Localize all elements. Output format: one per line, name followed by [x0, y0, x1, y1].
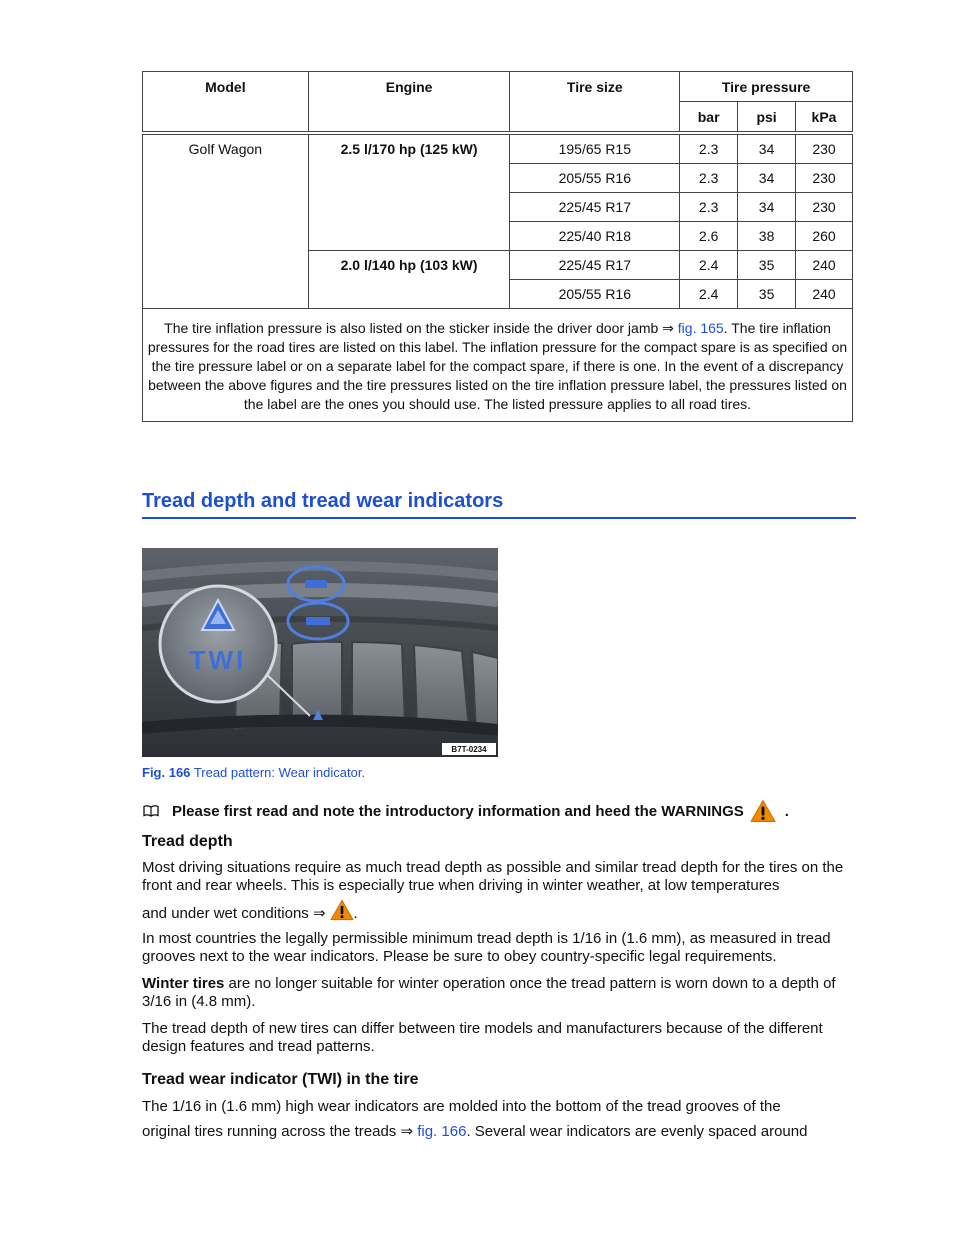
- header-psi: psi: [738, 102, 796, 134]
- warning-icon[interactable]: [750, 799, 776, 823]
- bar-cell: 2.3: [680, 193, 738, 222]
- note-text-continued: . The tire inflation pressures for the road tires are listed on this label. The inflation pressure for the compact spare is as specified on the tire pressure label or on a separate label for the compact spare, if there is one. In the event of a discrepancy between the above figures and the tire pressures listed on the tire inflation pressure label, the pressures listed on the label are the ones you should use. The listed pressure applies to all road tires.: [147, 320, 848, 412]
- tire-size-cell: 205/55 R16: [510, 280, 680, 309]
- bar-cell: 2.3: [680, 133, 738, 164]
- warning-icon[interactable]: [330, 899, 354, 921]
- kpa-cell: 230: [796, 193, 853, 222]
- psi-cell: 34: [738, 133, 796, 164]
- header-tire-pressure: Tire pressure: [680, 72, 853, 102]
- p1b-end: .: [353, 905, 358, 922]
- twi-text-a: original tires running across the treads ⇒: [142, 1123, 414, 1140]
- tread-wear-figure: [142, 548, 498, 757]
- intro-line: [143, 799, 789, 823]
- winter-tires-term: Winter tires: [142, 975, 225, 992]
- kpa-cell: 230: [796, 164, 853, 193]
- tire-pressure-table: [142, 71, 853, 422]
- tire-size-cell: 225/45 R17: [510, 193, 680, 222]
- header-engine: Engine: [308, 72, 510, 134]
- psi-cell: 35: [738, 280, 796, 309]
- kpa-cell: 260: [796, 222, 853, 251]
- intro-text: Please first read and note the introductory information and heed the WARNINGS: [172, 802, 744, 820]
- tread-depth-paragraph-1b: [142, 899, 856, 923]
- engine-cell: 2.0 l/140 hp (103 kW): [308, 251, 510, 309]
- section-heading: Tread depth and tread wear indicators: [142, 490, 856, 519]
- psi-cell: 34: [738, 193, 796, 222]
- tread-depth-heading: Tread depth: [142, 833, 233, 850]
- tread-depth-paragraph-4: The tread depth of new tires can differ between tire models and manufacturers because of the different design features and tread patterns.: [142, 1020, 823, 1055]
- psi-cell: 38: [738, 222, 796, 251]
- kpa-cell: 230: [796, 133, 853, 164]
- model-cell: Golf Wagon: [143, 133, 309, 309]
- figure-caption-text: Tread pattern: Wear indicator.: [193, 765, 366, 780]
- tire-size-cell: 205/55 R16: [510, 164, 680, 193]
- intro-end: .: [784, 802, 789, 820]
- tire-size-cell: 225/40 R18: [510, 222, 680, 251]
- header-tire-size: Tire size: [510, 72, 680, 134]
- figure-code: B7T-0234: [451, 745, 487, 754]
- figure-caption: [142, 765, 365, 780]
- p1b-text: and under wet conditions ⇒: [142, 905, 326, 922]
- kpa-cell: 240: [796, 251, 853, 280]
- table-note: [143, 309, 853, 422]
- twi-paragraph-line-2: [142, 1123, 856, 1141]
- tire-size-cell: 225/45 R17: [510, 251, 680, 280]
- bar-cell: 2.4: [680, 280, 738, 309]
- tire-size-cell: 195/65 R15: [510, 133, 680, 164]
- kpa-cell: 240: [796, 280, 853, 309]
- book-icon: [143, 805, 159, 817]
- tread-depth-paragraph-3: [142, 975, 856, 1011]
- tread-depth-paragraph-1: Most driving situations require as much tread depth as possible and similar tread depth for the tires on the front and rear wheels. This is especially true when driving in winter weather, at low temperatures: [142, 859, 844, 894]
- twi-heading: Tread wear indicator (TWI) in the tire: [142, 1071, 419, 1088]
- fig-166-link[interactable]: fig. 166: [417, 1123, 467, 1140]
- twi-paragraph-line-1: The 1/16 in (1.6 mm) high wear indicators are molded into the bottom of the tread grooves of the: [142, 1098, 781, 1115]
- winter-tires-text: are no longer suitable for winter operation once the tread pattern is worn down to a depth of 3/16 in (4.8 mm).: [142, 975, 836, 1010]
- psi-cell: 34: [738, 164, 796, 193]
- header-kpa: kPa: [796, 102, 853, 134]
- bar-cell: 2.4: [680, 251, 738, 280]
- figure-number: Fig. 166: [142, 765, 191, 780]
- header-bar: bar: [680, 102, 738, 134]
- bar-cell: 2.3: [680, 164, 738, 193]
- twi-text-b: . Several wear indicators are evenly spaced around: [466, 1123, 808, 1140]
- table-note-row: [143, 309, 853, 422]
- twi-badge-text: TWI: [189, 645, 247, 675]
- tire-illustration: [142, 548, 498, 757]
- fig-165-link[interactable]: fig. 165: [677, 320, 724, 336]
- engine-cell: 2.5 l/170 hp (125 kW): [308, 133, 510, 251]
- psi-cell: 35: [738, 251, 796, 280]
- note-text: The tire inflation pressure is also listed on the sticker inside the driver door jamb ⇒: [164, 320, 674, 336]
- tread-depth-paragraph-2: In most countries the legally permissible minimum tread depth is 1/16 in (1.6 mm), as measured in tread grooves next to the wear indicators. Please be sure to obey country-specific legal requirements.: [142, 930, 831, 965]
- bar-cell: 2.6: [680, 222, 738, 251]
- table-row: [143, 133, 853, 164]
- header-model: Model: [143, 72, 309, 134]
